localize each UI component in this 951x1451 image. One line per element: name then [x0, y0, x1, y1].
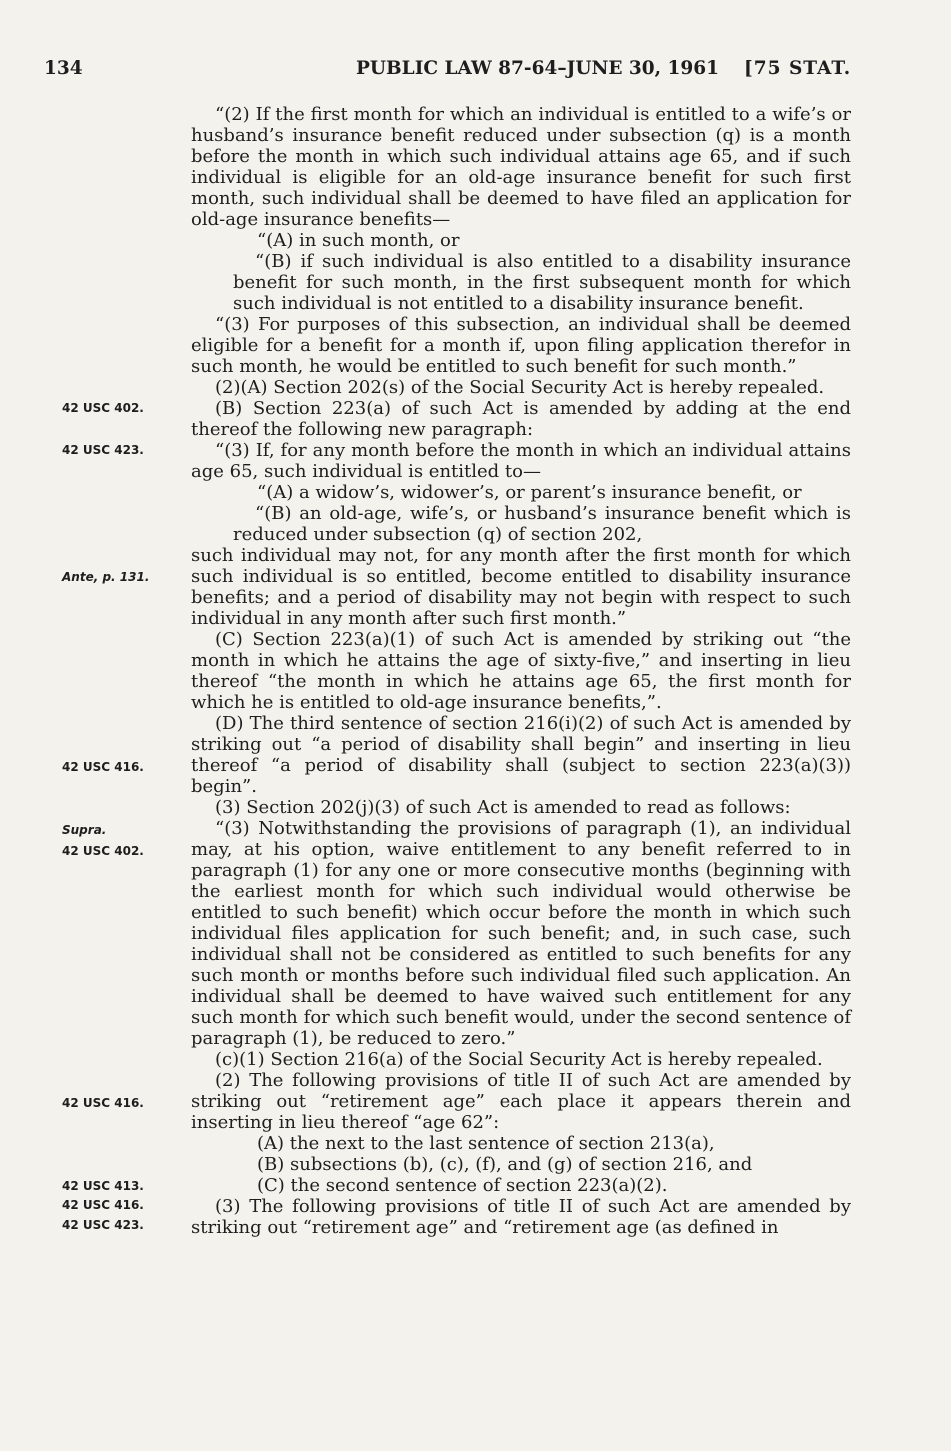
margin-citation: Supra.: [62, 823, 107, 837]
statute-paragraph: (B) Section 223(a) of such Act is amended by adding at the end thereof the following new paragraph:: [191, 398, 851, 440]
statute-paragraph: (2) The following provisions of title II of such Act are amended by striking out “retirement age” each place it appears therein and inserting in lieu thereof “age 62”:: [191, 1070, 851, 1133]
statute-paragraph: (A) the next to the last sentence of section 213(a),: [257, 1133, 715, 1154]
statute-paragraph: (3) The following provisions of title II of such Act are amended by striking out “retirement age” and “retirement age (as defined in: [191, 1196, 851, 1238]
margin-citation: 42 USC 416.: [62, 1096, 144, 1110]
margin-citation: 42 USC 402.: [62, 401, 144, 415]
page-number: 134: [44, 58, 83, 79]
statute-paragraph: (2)(A) Section 202(s) of the Social Security Act is hereby repealed.: [215, 377, 825, 398]
margin-citation: Ante, p. 131.: [62, 570, 150, 584]
running-title: PUBLIC LAW 87-64–JUNE 30, 1961: [356, 58, 720, 79]
statute-paragraph: (C) the second sentence of section 223(a)(2).: [257, 1175, 668, 1196]
statute-paragraph: (D) The third sentence of section 216(i)(2) of such Act is amended by striking out “a period of disability shall begin” and inserting in lieu thereof “a period of disability shall (subject to section 223(a)(3)) begin”.: [191, 713, 851, 797]
statute-paragraph: (C) Section 223(a)(1) of such Act is amended by striking out “the month in which he attains the age of sixty-five,” and inserting in lieu thereof “the month in which he attains age 65, the first month for which he is entitled to old-age insurance benefits,”.: [191, 629, 851, 713]
margin-citation: 42 USC 423.: [62, 443, 144, 457]
statute-paragraph: “(2) If the first month for which an individual is entitled to a wife’s or husband’s insurance benefit reduced under subsection (q) is a month before the month in which such individual attains age 65, and if such individual is eligible for an old-age insurance benefit for such first month, such individual shall be deemed to have filed an application for old-age insurance benefits—: [191, 104, 851, 230]
statute-paragraph: “(3) For purposes of this subsection, an individual shall be deemed eligible for a benefit for a month if, upon filing application therefor in such month, he would be entitled to such benefit for such month.”: [191, 314, 851, 377]
statute-paragraph: (c)(1) Section 216(a) of the Social Security Act is hereby repealed.: [215, 1049, 823, 1070]
statute-paragraph: “(3) Notwithstanding the provisions of paragraph (1), an individual may, at his option, waive entitlement to any benefit referred to in paragraph (1) for any one or more consecutive months (beginning with the earliest month for which such individual would otherwise be entitled to such benefit) which occur before the month in which such individual files application for such benefit; and, in such case, such individual shall not be considered as entitled to such benefits for any such month or months before such individual filed such application. An individual shall be deemed to have waived such entitlement for any such month for which such benefit would, under the second sentence of paragraph (1), be reduced to zero.”: [191, 818, 851, 1049]
statute-paragraph: “(3) If, for any month before the month in which an individual attains age 65, such individual is entitled to—: [191, 440, 851, 482]
statute-paragraph: (B) subsections (b), (c), (f), and (g) of section 216, and: [257, 1154, 753, 1175]
margin-citation: 42 USC 416.: [62, 760, 144, 774]
statute-volume: [75 STAT.: [744, 58, 852, 79]
statute-body: [191, 104, 851, 1238]
margin-citation: 42 USC 413.: [62, 1179, 144, 1193]
margin-citation: 42 USC 416.: [62, 1198, 144, 1212]
statute-paragraph: “(B) an old-age, wife’s, or husband’s insurance benefit which is reduced under subsection (q) of section 202,: [233, 503, 851, 545]
statute-paragraph: “(A) a widow’s, widower’s, or parent’s insurance benefit, or: [257, 482, 802, 503]
statute-paragraph: such individual may not, for any month after the first month for which such individual is so entitled, become entitled to disability insurance benefits; and a period of disability may not begin with respect to such individual in any month after such first month.”: [191, 545, 851, 629]
margin-citation: 42 USC 402.: [62, 844, 144, 858]
margin-citation: 42 USC 423.: [62, 1218, 144, 1232]
statute-paragraph: (3) Section 202(j)(3) of such Act is amended to read as follows:: [215, 797, 791, 818]
statute-paragraph: “(A) in such month, or: [257, 230, 460, 251]
statute-paragraph: “(B) if such individual is also entitled to a disability insurance benefit for such month, in the first subsequent month for which such individual is not entitled to a disability insurance benefit.: [233, 251, 851, 314]
